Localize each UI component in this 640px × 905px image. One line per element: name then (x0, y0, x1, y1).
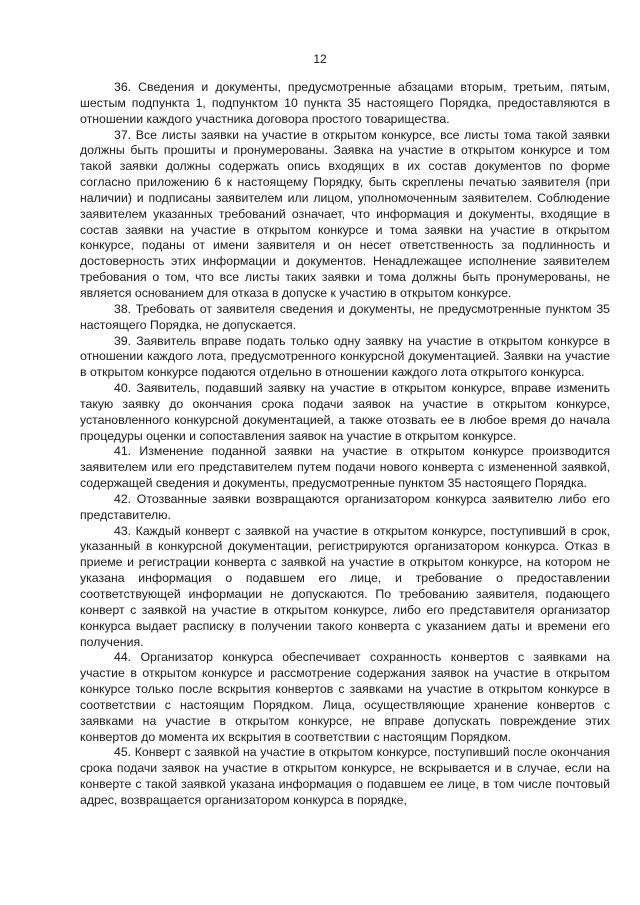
page-number: 12 (313, 52, 327, 66)
paragraph-37: 37. Все листы заявки на участие в открытом конкурсе, все листы тома такой заявки должны быть прошиты и пронумерованы. Заявка на участие в открытом конкурсе и том такой заявки должны содержать опись входящих в их состав документов по форме согласно приложению 6 к настоящему Порядку, быть скреплены печатью заявителя (при наличии) и подписаны заявителем или лицом, уполномоченным заявителем. Соблюдение заявителем указанных требований означает, что информация и документы, входящие в состав заявки на участие в открытом конкурсе и тома заявки на участие в открытом конкурсе, поданы от имени заявителя и он несет ответственность за подлинность и достоверность этих информации и документов. Ненадлежащее исполнение заявителем требования о том, что все листы таких заявки и тома должны быть пронумерованы, не является основанием для отказа в допуске к участию в открытом конкурсе. (80, 127, 610, 300)
paragraph-42: 42. Отозванные заявки возвращаются организатором конкурса заявителю либо его представителю. (80, 491, 610, 522)
paragraph-45: 45. Конверт с заявкой на участие в открытом конкурсе, поступивший после окончания срока подачи заявок на участие в открытом конкурсе, не вскрывается и в случае, если на конверте с такой заявкой указана информация о подавшем ее лице, в том числе почтовый адрес, возвращается организатором конкурса в порядке, (80, 745, 610, 807)
paragraph-38: 38. Требовать от заявителя сведения и документы, не предусмотренные пунктом 35 настоящего Порядка, не допускается. (80, 301, 610, 332)
paragraph-36: 36. Сведения и документы, предусмотренные абзацами вторым, третьим, пятым, шестым подпункта 1, подпунктом 10 пункта 35 настоящего Порядка, предоставляются в отношении каждого участника договора простого товарищества. (80, 80, 610, 126)
paragraph-39: 39. Заявитель вправе подать только одну заявку на участие в открытом конкурсе в отношении каждого лота, предусмотренного конкурсной документацией. Заявки на участие в открытом конкурсе подаются отдельно в отношении каждого лота открытого конкурса. (80, 333, 610, 380)
paragraph-44: 44. Организатор конкурса обеспечивает сохранность конвертов с заявками на участие в открытом конкурсе и рассмотрение содержания заявок на участие в открытом конкурсе только после вскрытия конвертов с заявками на участие в открытом конкурсе в соответствии с настоящим Порядком. Лица, осуществляющие хранение конвертов с заявками на участие в открытом конкурсе, не вправе допускать повреждение этих конвертов до момента их вскрытия в соответствии с настоящим Порядком. (80, 650, 610, 744)
paragraph-41: 41. Изменение поданной заявки на участие в открытом конкурсе производится заявителем или его представителем путем подачи нового конверта с измененной заявкой, содержащей сведения и документы, предусмотренные пунктом 35 настоящего Порядка. (80, 444, 610, 491)
paragraph-43: 43. Каждый конверт с заявкой на участие в открытом конкурсе, поступивший в срок, указанный в конкурсной документации, регистрируются организатором конкурса. Отказ в приеме и регистрации конверта с заявкой на участие в открытом конкурсе, на котором не указана информация о подавшем его лице, и требование о предоставлении соответствующей информации не допускаются. По требованию заявителя, подающего конверт с заявкой на участие в открытом конкурсе, либо его представителя организатор конкурса выдает расписку в получении такого конверта с указанием даты и времени его получения. (80, 523, 610, 649)
document-body (80, 80, 610, 809)
paragraph-40: 40. Заявитель, подавший заявку на участие в открытом конкурсе, вправе изменить такую заявку до окончания срока подачи заявок на участие в открытом конкурсе, установленного конкурсной документацией, а также отозвать ее в любое время до начала процедуры оценки и сопоставления заявок на участие в открытом конкурсе. (80, 381, 610, 443)
